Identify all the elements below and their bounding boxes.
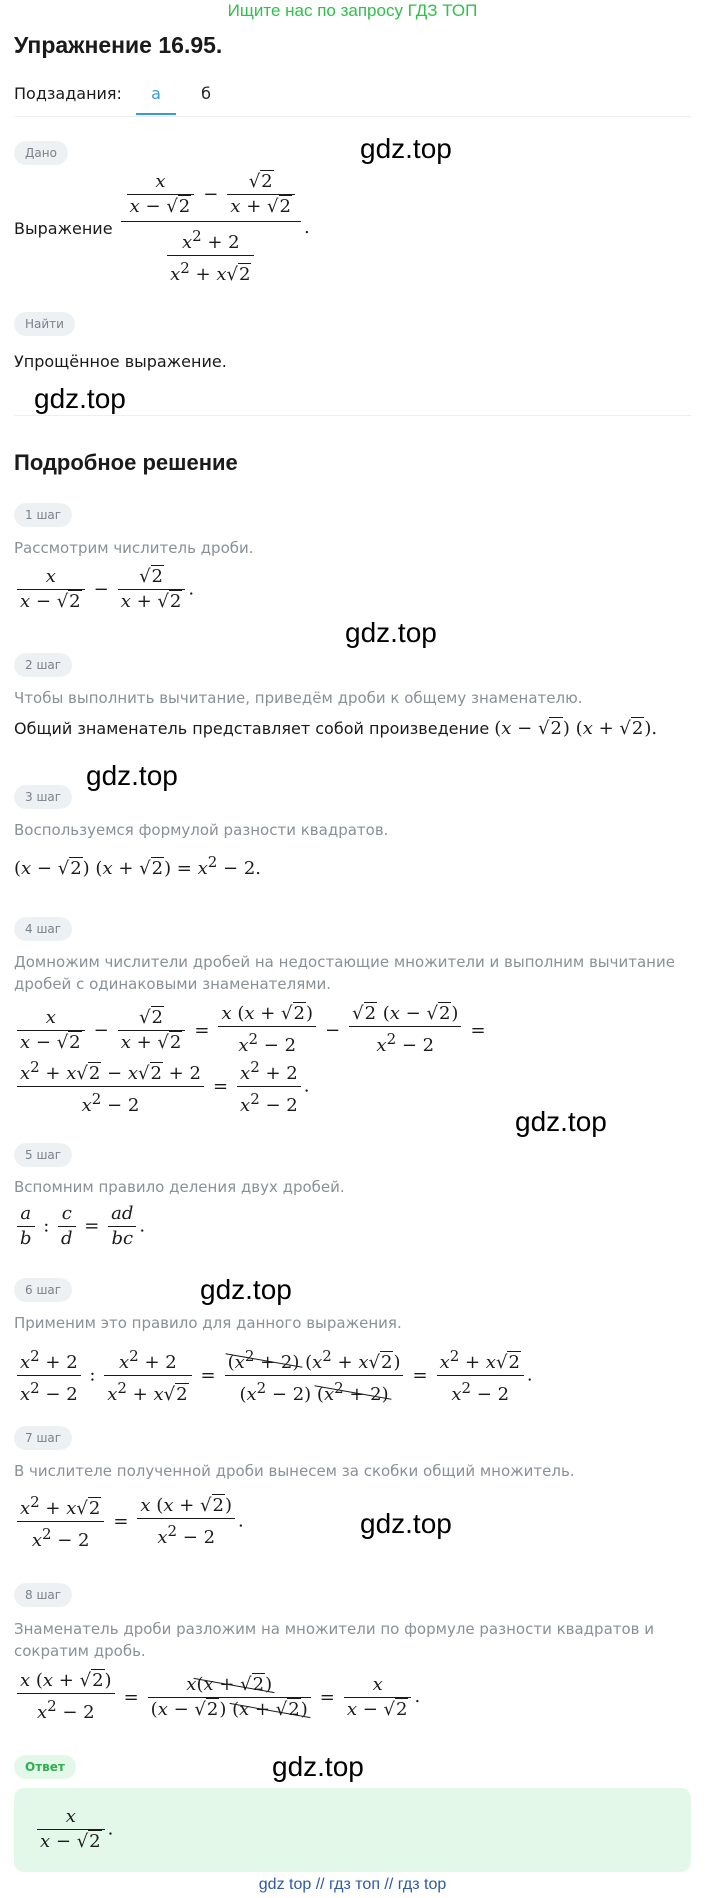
given-badge: Дано: [14, 141, 68, 165]
step-text: Знаменатель дроби разложим на множители по формуле разности квадратов и сократим дробь.: [14, 1620, 655, 1660]
expression-label: Выражение: [14, 219, 113, 238]
active-tab-indicator: [136, 113, 176, 115]
watermark: gdz.top: [360, 1508, 452, 1539]
divider: [14, 116, 691, 117]
watermark: gdz.top: [345, 617, 437, 648]
step-formula: Общий знаменатель представляет собой произведение (x − √2) (x + √2).: [14, 718, 658, 739]
watermark: gdz.top: [34, 383, 126, 414]
step-extra-text: Общий знаменатель представляет собой произведение: [14, 719, 490, 738]
find-text: Упрощённое выражение.: [14, 352, 227, 371]
step-text: Вспомним правило деления двух дробей.: [14, 1178, 345, 1196]
step-badge: 7 шаг: [14, 1426, 72, 1450]
page-title: Упражнение 16.95.: [14, 32, 223, 58]
answer-badge: Ответ: [14, 1755, 76, 1779]
tab-b[interactable]: б: [201, 84, 211, 103]
step-badge: 5 шаг: [14, 1143, 72, 1167]
answer-formula: $\frac{x}{x - √2}$ .: [34, 1805, 113, 1854]
solution-title: Подробное решение: [14, 450, 238, 475]
step-formula: $\frac{x^2 + x√2 - x√2 + 2}{x^2 - 2}$ = $\frac{x^2 + 2}{x^2 - 2}$ .: [14, 1055, 309, 1118]
find-badge: Найти: [14, 312, 75, 336]
step-badge: 1 шаг: [14, 503, 72, 527]
watermark: gdz.top: [272, 1751, 364, 1782]
step-text: Рассмотрим числитель дроби.: [14, 539, 254, 557]
subtasks-label: Подзадания:: [14, 84, 122, 103]
step-formula: $\frac{x}{x - √2}$ − $\frac{√2}{x + √2}$ = $\frac{x (x + √2)}{x^2 - 2}$ − $\frac{√2 (x - √2)}{x^2 - 2}$ =: [14, 1002, 492, 1058]
step-formula: $\frac{x (x + √2)}{x^2 - 2}$ = $\frac{x(x + √2)}{(x - √2) (x + √2)}$ = $\frac{x}{x - √2}$ .: [14, 1669, 420, 1725]
step-badge: 8 шаг: [14, 1583, 72, 1607]
step-text: Воспользуемся формулой разности квадратов.: [14, 821, 389, 839]
answer-box: [14, 1788, 691, 1872]
step-text: Чтобы выполнить вычитание, приведём дроби к общему знаменателю.: [14, 689, 583, 707]
search-banner: Ищите нас по запросу ГДЗ ТОП: [227, 1, 478, 20]
step-badge: 3 шаг: [14, 785, 72, 809]
watermark: gdz.top: [515, 1106, 607, 1137]
step-text: Домножим числители дробей на недостающие множители и выполним вычитание дробей с одинаковыми знаменателями.: [14, 953, 675, 993]
tab-a[interactable]: а: [151, 84, 161, 103]
step-formula: $\frac{x}{x - √2}$ − $\frac{√2}{x + √2}$ .: [14, 565, 194, 614]
watermark: gdz.top: [360, 133, 452, 164]
watermark: gdz.top: [86, 760, 178, 791]
step-text: Применим это правило для данного выражения.: [14, 1314, 402, 1332]
given-expression: Выражение $\frac{x}{x - √2}$ − $\frac{√2}{x + √2}$ $\frac{x^2 + 2}{x^2 + x√2}$ .: [14, 171, 310, 285]
step-formula: (x − √2) $(x + √2) = x^2 - 2$.: [14, 853, 262, 879]
step-badge: 6 шаг: [14, 1278, 72, 1302]
step-badge: 4 шаг: [14, 917, 72, 941]
step-formula: $\frac{a}{b}$ : $\frac{c}{d}$ = $\frac{ad}{bc}$ .: [14, 1202, 145, 1251]
step-text: В числителе полученной дроби вынесем за скобки общий множитель.: [14, 1462, 575, 1480]
footer-links[interactable]: gdz top // гдз топ // гдз top: [258, 1876, 447, 1893]
step-formula: $\frac{x^2 + x√2}{x^2 - 2}$ = $\frac{x (x + √2)}{x^2 - 2}$ .: [14, 1490, 244, 1553]
watermark: gdz.top: [200, 1274, 292, 1305]
divider: [14, 415, 691, 416]
step-formula: $\frac{x^2 + 2}{x^2 - 2}$ : $\frac{x^2 + 2}{x^2 + x√2}$ = $\frac{(x^2 + 2) (x^2 + x√2)}{(x^2 - 2) (x^2 + 2)}$ = $\frac{x^2 + x√2}{x^2 - 2}$ .: [14, 1344, 533, 1407]
step-badge: 2 шаг: [14, 653, 72, 677]
